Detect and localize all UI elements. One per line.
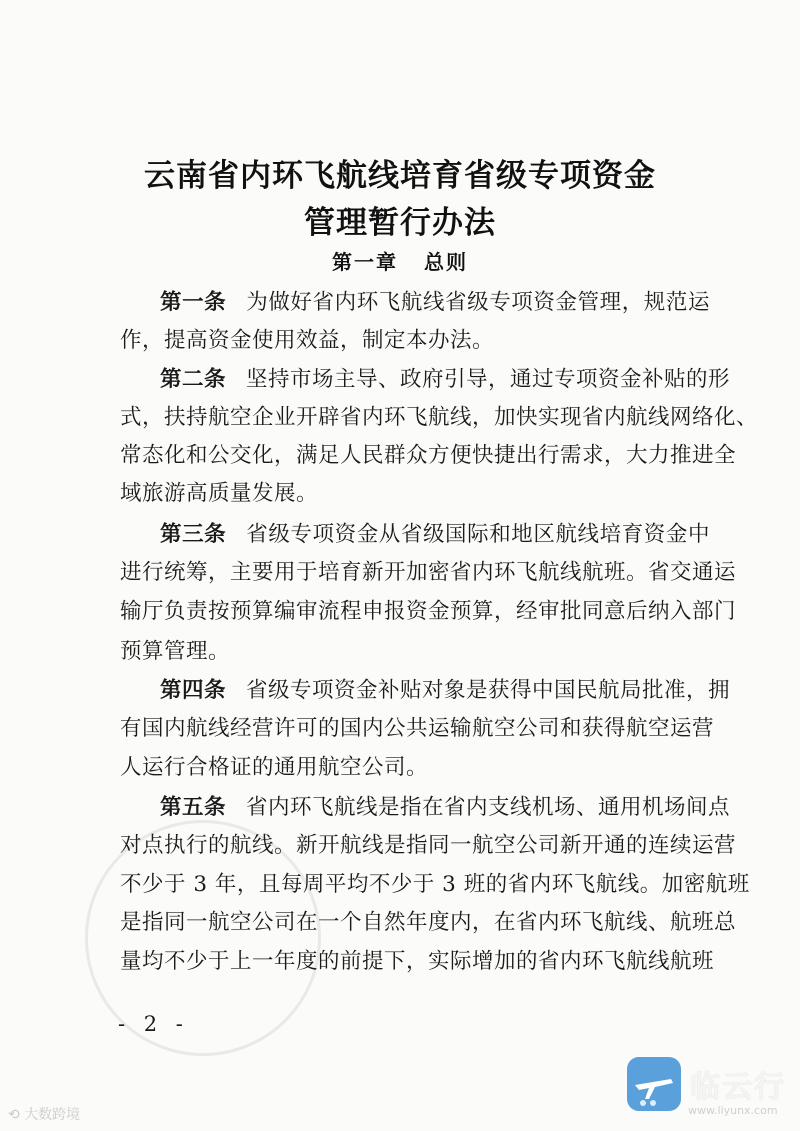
watermark-url: www.liyunx.com bbox=[688, 1104, 778, 1117]
title-line-1: 云南省内环飞航线培育省级专项资金 bbox=[144, 158, 656, 194]
article-line: 域旅游高质量发展。 bbox=[120, 481, 319, 506]
article-line: 第四条 省级专项资金补贴对象是获得中国民航局批准，拥 bbox=[160, 678, 731, 703]
title-line-2: 管理暂行办法 bbox=[304, 205, 496, 241]
article-line: 有国内航线经营许可的国内公共运输航空公司和获得航空运营 bbox=[120, 716, 715, 741]
chapter-heading bbox=[0, 246, 800, 275]
watermark-left: ⟲ 大数跨境 bbox=[8, 1107, 81, 1123]
article-line: 第一条 为做好省内环飞航线省级专项资金管理，规范运 bbox=[160, 290, 710, 315]
article-line: 进行统筹，主要用于培育新开加密省内环飞航线航班。省交通运 bbox=[120, 560, 737, 585]
article-line: 量均不少于上一年度的前提下，实际增加的省内环飞航线航班 bbox=[120, 949, 715, 974]
article-label: 第一条 bbox=[160, 290, 227, 315]
article-label: 第三条 bbox=[160, 522, 227, 547]
page-number: - 2 - bbox=[118, 1012, 189, 1036]
article-line: 式，扶持航空企业开辟省内环飞航线，加快实现省内航线网络化、 bbox=[120, 405, 759, 430]
article-line: 人运行合格证的通用航空公司。 bbox=[120, 755, 429, 780]
article-line: 输厅负责按预算编审流程申报资金预算，经审批同意后纳入部门 bbox=[120, 599, 737, 624]
article-label: 第五条 bbox=[160, 795, 227, 820]
watermark-brand: 临云行 bbox=[690, 1070, 786, 1105]
watermark-logo-icon: ⟲ bbox=[8, 1107, 25, 1123]
airplane-logo-icon bbox=[625, 1055, 683, 1113]
article-label: 第四条 bbox=[160, 678, 227, 703]
article-line: 常态化和公交化，满足人民群众方便快捷出行需求，大力推进全 bbox=[120, 443, 737, 468]
chapter-label: 第一章 bbox=[332, 250, 398, 274]
article-line: 是指同一航空公司在一个自然年度内，在省内环飞航线、航班总 bbox=[120, 910, 737, 935]
article-line: 作，提高资金使用效益，制定本办法。 bbox=[120, 328, 495, 353]
article-line: 第五条 省内环飞航线是指在省内支线机场、通用机场间点 bbox=[160, 795, 731, 820]
article-line: 第三条 省级专项资金从省级国际和地区航线培育资金中 bbox=[160, 522, 710, 547]
article-label: 第二条 bbox=[160, 367, 227, 392]
article-line: 对点执行的航线。新开航线是指同一航空公司新开通的连续运营 bbox=[120, 833, 737, 858]
article-line: 不少于 3 年，且每周平均不少于 3 班的省内环飞航线。加密航班 bbox=[120, 872, 750, 897]
article-line: 预算管理。 bbox=[120, 639, 231, 664]
article-line: 第二条 坚持市场主导、政府引导，通过专项资金补贴的形 bbox=[160, 367, 731, 392]
chapter-name: 总则 bbox=[424, 250, 468, 274]
